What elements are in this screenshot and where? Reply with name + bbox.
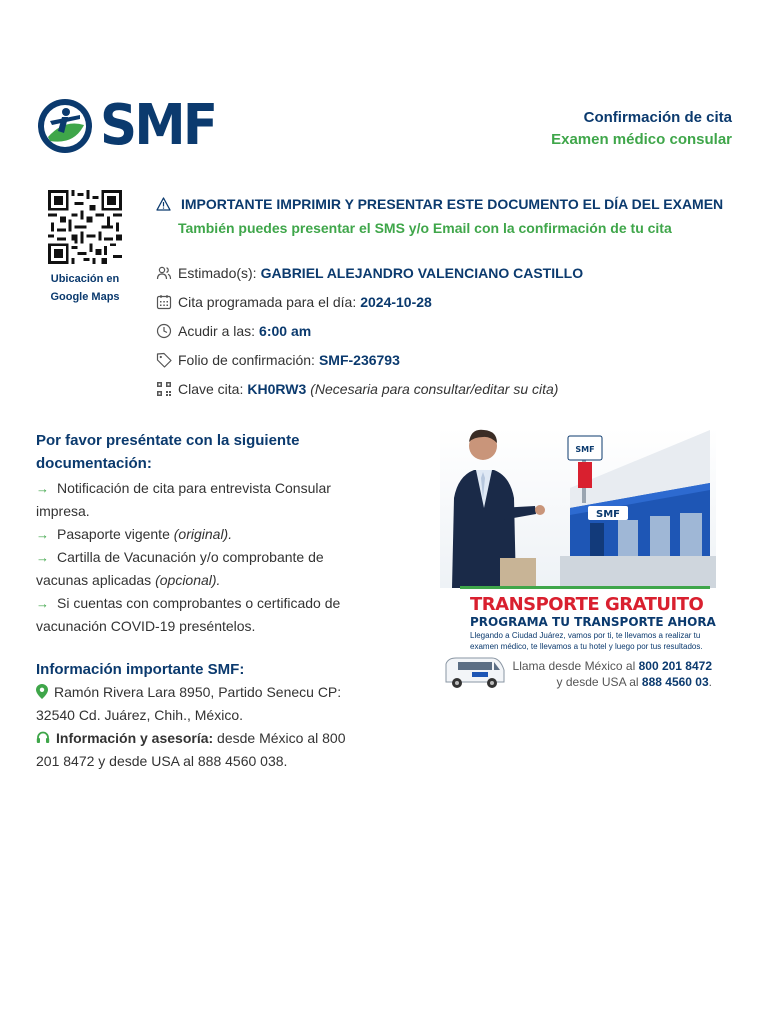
call-us-number[interactable]: 888 4560 03 (641, 675, 709, 689)
appointment-details (156, 258, 583, 403)
qr-caption-line2: Google Maps (50, 291, 120, 303)
qr-block (40, 190, 130, 306)
info-address (36, 681, 366, 727)
important-title-row (156, 194, 723, 214)
smf-emblem-icon (36, 97, 94, 155)
documents-title-line1: Por favor preséntate con la siguiente (36, 432, 300, 449)
document-title: Confirmación de cita (583, 109, 732, 126)
important-subtitle: También puedes presentar el SMS y/o Email con la confirmación de tu cita (178, 220, 672, 236)
ad-contact (513, 658, 712, 690)
arrow-right-icon: → (36, 527, 49, 542)
qr-small-icon (156, 381, 172, 397)
clave-note: (Necesaria para consultar/editar su cita) (310, 380, 559, 397)
folio-value: SMF-236793 (318, 351, 400, 368)
transport-ad[interactable] (440, 428, 716, 696)
detail-time (156, 316, 583, 345)
clave-label: Clave cita: (178, 380, 244, 397)
ad-headline: TRANSPORTE GRATUITO (470, 594, 704, 615)
address-text: Ramón Rivera Lara 8950, Partido Senecu CP: 32540 Cd. Juárez, Chih., México. (36, 684, 342, 723)
list-item (36, 546, 366, 592)
requirements-column (36, 429, 366, 773)
document-item-text: Notificación de cita para entrevista Consular impresa. (36, 480, 331, 519)
detail-folio (156, 345, 583, 374)
important-notice (156, 194, 723, 238)
ad-subheadline: PROGRAMA TU TRANSPORTE AHORA (470, 615, 716, 629)
document-subtitle: Examen médico consular (551, 131, 732, 148)
help-label: Información y asesoría: (56, 730, 214, 746)
van-icon (442, 652, 506, 692)
users-icon (156, 265, 172, 281)
ad-divider (460, 586, 710, 589)
document-item-text: Cartilla de Vacunación y/o comprobante de vacunas aplicadas (36, 549, 324, 588)
document-item-text: Pasaporte vigente (57, 526, 174, 542)
list-item (36, 523, 366, 546)
documents-title-line2: documentación: (36, 455, 152, 472)
arrow-right-icon: → (36, 596, 49, 611)
important-title: IMPORTANTE IMPRIMIR Y PRESENTAR ESTE DOCUMENTO EL DÍA DEL EXAMEN (181, 196, 724, 212)
call-us-suffix: . (708, 675, 712, 689)
name-value: GABRIEL ALEJANDRO VALENCIANO CASTILLO (260, 264, 584, 281)
qr-caption (40, 270, 130, 306)
ad-body: Llegando a Ciudad Juárez, vamos por ti, te llevamos a realizar tu examen médico, te llevamos a tu hotel y luego por tus resultados. (470, 631, 703, 651)
headset-icon (36, 731, 50, 745)
map-pin-icon (36, 684, 48, 699)
date-value: 2024-10-28 (360, 293, 432, 310)
ad-photo (440, 428, 716, 588)
date-label: Cita programada para el día: (178, 293, 357, 310)
help-text: desde México al 800 201 8472 y desde USA al 888 4560 038. (36, 730, 346, 769)
smf-logo (36, 93, 225, 158)
list-item (36, 592, 366, 638)
document-item-note: (opcional). (155, 572, 221, 588)
list-item (36, 477, 366, 523)
call-mx-label: Llama desde México al (512, 659, 639, 673)
building-sign-text: SMF (596, 509, 620, 520)
smf-info (36, 658, 366, 773)
qr-code[interactable] (48, 190, 122, 264)
clock-icon (156, 323, 172, 339)
detail-date (156, 287, 583, 316)
tag-icon (156, 352, 172, 368)
calendar-icon (156, 294, 172, 310)
info-title: Información importante SMF: (36, 661, 245, 678)
name-label: Estimado(s): (178, 264, 257, 281)
arrow-right-icon: → (36, 550, 49, 565)
brand-name: SMF (100, 93, 216, 158)
call-us-label: y desde USA al (556, 675, 642, 689)
documents-list (36, 477, 366, 638)
document-header (551, 107, 732, 151)
call-mx-number[interactable]: 800 201 8472 (638, 659, 712, 673)
document-item-note: (original). (173, 526, 233, 542)
time-value: 6:00 am (259, 322, 312, 339)
pole-sign-text: SMF (575, 445, 595, 454)
clave-value: KH0RW3 (247, 380, 307, 397)
info-help (36, 727, 366, 773)
warning-icon (156, 197, 171, 211)
time-label: Acudir a las: (178, 322, 256, 339)
arrow-right-icon: → (36, 481, 49, 496)
qr-caption-line1: Ubicación en (50, 273, 120, 285)
folio-label: Folio de confirmación: (178, 351, 315, 368)
detail-name (156, 258, 583, 287)
documents-title (36, 429, 366, 475)
document-item-text: Si cuentas con comprobantes o certificado de vacunación COVID-19 preséntelos. (36, 595, 341, 634)
detail-clave (156, 374, 583, 403)
